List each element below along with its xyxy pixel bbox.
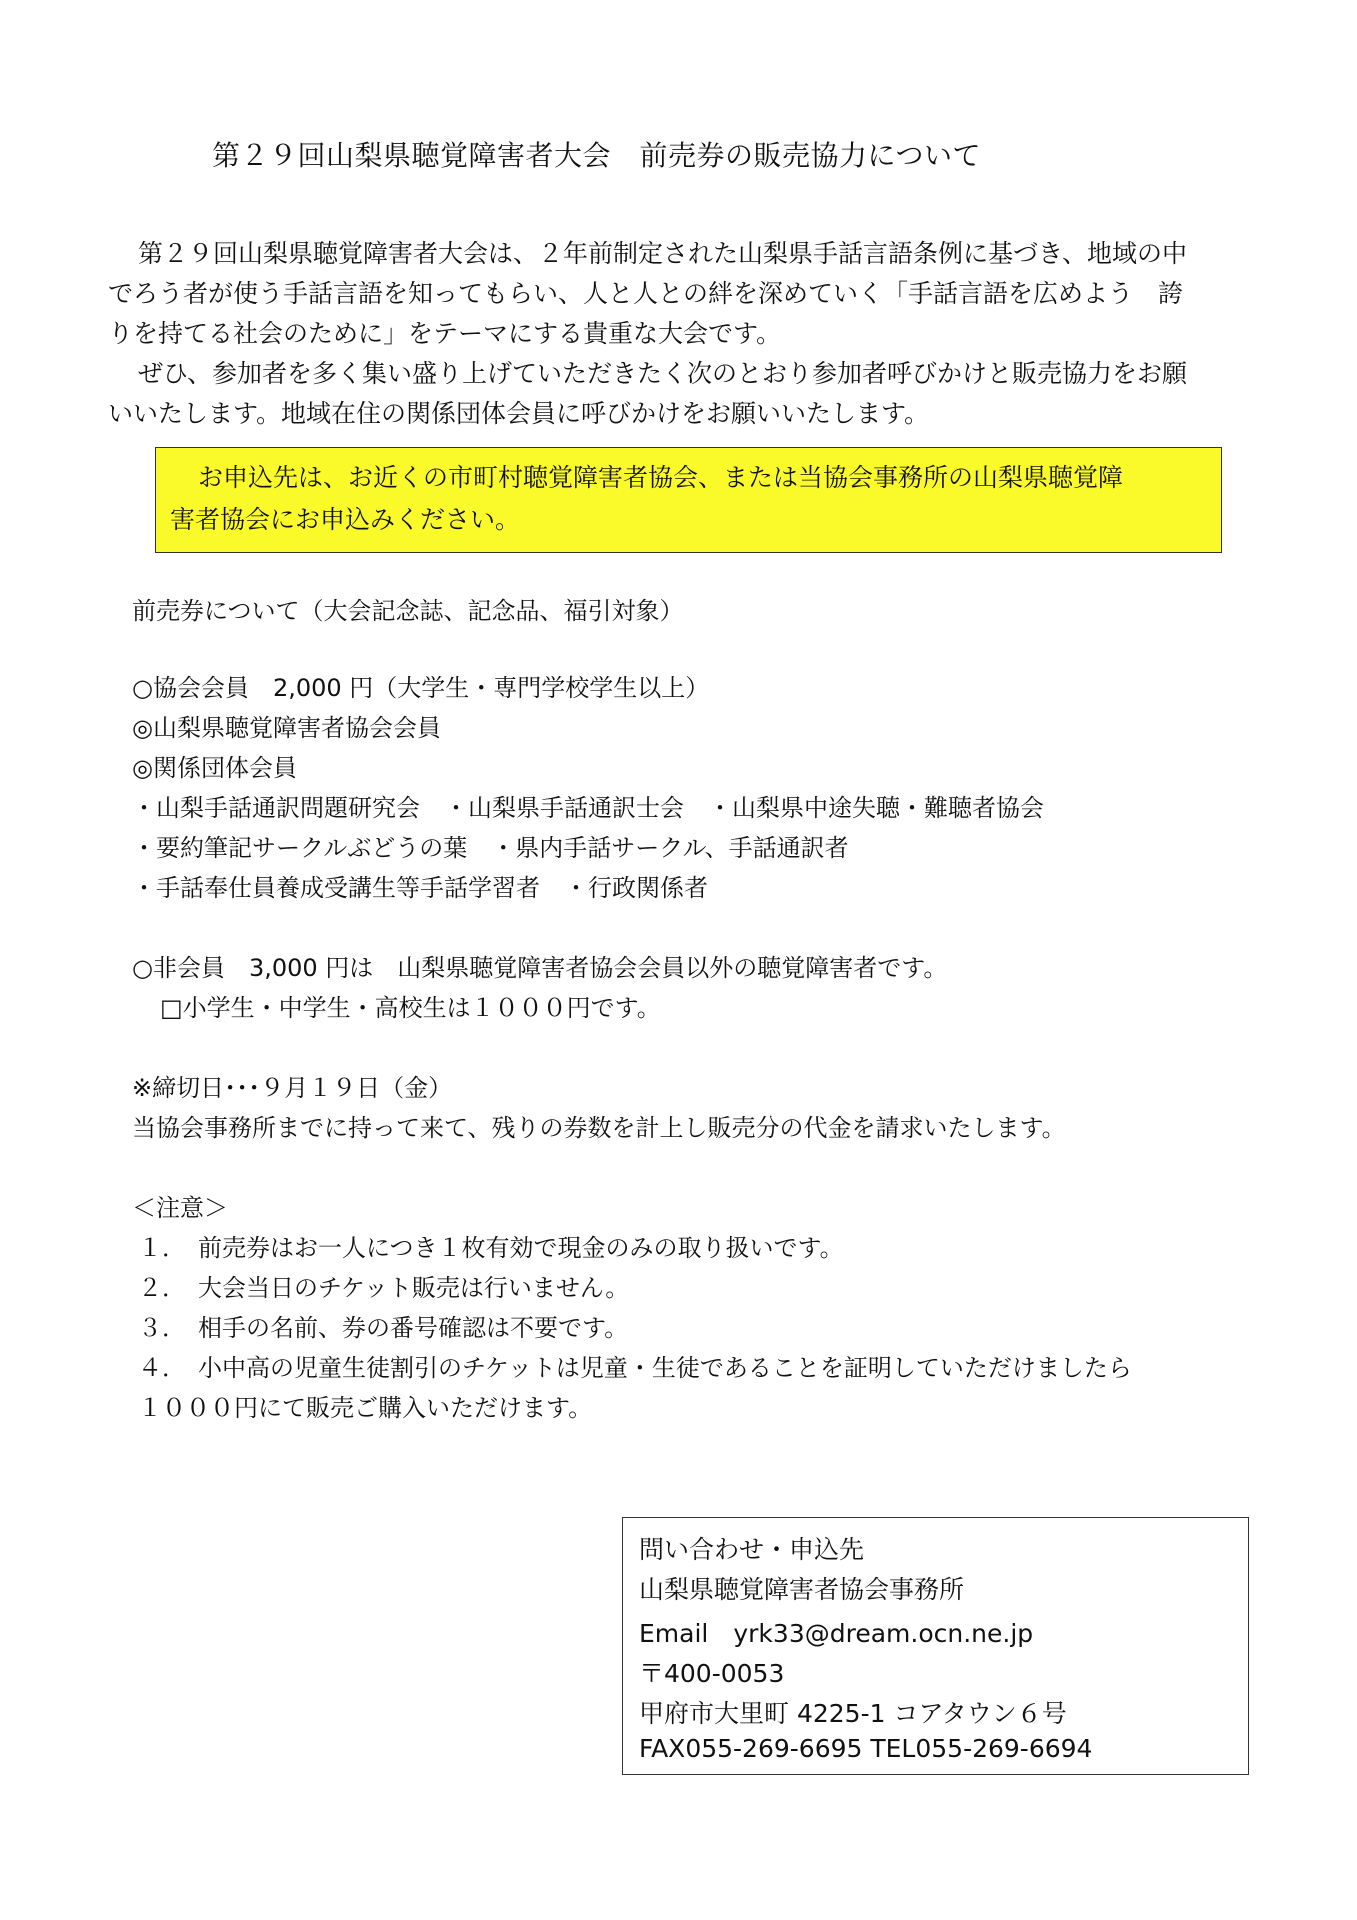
contact-organization: 山梨県聴覚障害者協会事務所 bbox=[639, 1575, 965, 1604]
non-member-price: ○非会員 3,000 円は 山梨県聴覚障害者協会会員以外の聴覚障害者です。 bbox=[132, 954, 948, 982]
group-list-line-3: ・手話奉仕員養成受講生等手話学習者 ・行政関係者 bbox=[132, 874, 708, 902]
notice-line-2: 害者協会にお申込みください。 bbox=[170, 505, 521, 534]
student-price: □小学生・中学生・高校生は１０００円です。 bbox=[160, 994, 661, 1022]
member-related-groups: ◎関係団体会員 bbox=[132, 754, 297, 782]
deadline-instructions: 当協会事務所までに持って来て、残りの券数を計上し販売分の代金を請求いたします。 bbox=[132, 1114, 1066, 1142]
intro-line-2: でろう者が使う手話言語を知ってもらい、人と人との絆を深めていく「手話言語を広めよう 誇 bbox=[108, 279, 1184, 308]
intro-line-1: 第２９回山梨県聴覚障害者大会は、２年前制定された山梨県手話言語条例に基づき、地域の中 bbox=[138, 239, 1188, 268]
contact-heading: 問い合わせ・申込先 bbox=[639, 1535, 865, 1564]
note-item-2: ２． 大会当日のチケット販売は行いません。 bbox=[138, 1274, 630, 1302]
intro-line-4: ぜひ、参加者を多く集い盛り上げていただきたく次のとおり参加者呼びかけと販売協力をお願 bbox=[138, 359, 1188, 388]
notice-box bbox=[155, 447, 1222, 553]
page-title: 第２９回山梨県聴覚障害者大会 前売券の販売協力について bbox=[212, 139, 981, 172]
member-association: ◎山梨県聴覚障害者協会会員 bbox=[132, 714, 441, 742]
note-item-4-continued: １０００円にて販売ご購入いただけます。 bbox=[138, 1394, 593, 1422]
contact-postal-code: 〒400-0053 bbox=[639, 1659, 785, 1688]
contact-phone-fax: FAX055-269-6695 TEL055-269-6694 bbox=[639, 1734, 1093, 1763]
notes-heading: ＜注意＞ bbox=[132, 1194, 228, 1222]
intro-line-5: いいたします。地域在住の関係団体会員に呼びかけをお願いいたします。 bbox=[108, 399, 930, 428]
note-item-3: ３． 相手の名前、券の番号確認は不要です。 bbox=[138, 1314, 629, 1342]
note-item-1: １． 前売券はお一人につき１枚有効で現金のみの取り扱いです。 bbox=[138, 1234, 844, 1262]
ticket-heading: 前売券について（大会記念誌、記念品、福引対象） bbox=[132, 597, 684, 625]
notice-line-1: お申込先は、お近くの市町村聴覚障害者協会、または当協会事務所の山梨県聴覚障 bbox=[198, 463, 1124, 492]
group-list-line-2: ・要約筆記サークルぶどうの葉 ・県内手話サークル、手話通訳者 bbox=[132, 834, 849, 862]
contact-address: 甲府市大里町 4225-1 コアタウン６号 bbox=[639, 1699, 1067, 1728]
group-list-line-1: ・山梨手話通訳問題研究会 ・山梨県手話通訳士会 ・山梨県中途失聴・難聴者協会 bbox=[132, 794, 1044, 822]
contact-email: Email yrk33@dream.ocn.ne.jp bbox=[639, 1619, 1034, 1648]
intro-line-3: りを持てる社会のために」をテーマにする貴重な大会です。 bbox=[108, 319, 782, 348]
contact-box bbox=[622, 1517, 1249, 1775]
note-item-4: ４． 小中高の児童生徒割引のチケットは児童・生徒であることを証明していただけましたら bbox=[138, 1354, 1132, 1382]
deadline-date: ※締切日･･･９月１９日（金） bbox=[132, 1074, 453, 1102]
member-price: ○協会会員 2,000 円（大学生・専門学校学生以上） bbox=[132, 674, 710, 702]
